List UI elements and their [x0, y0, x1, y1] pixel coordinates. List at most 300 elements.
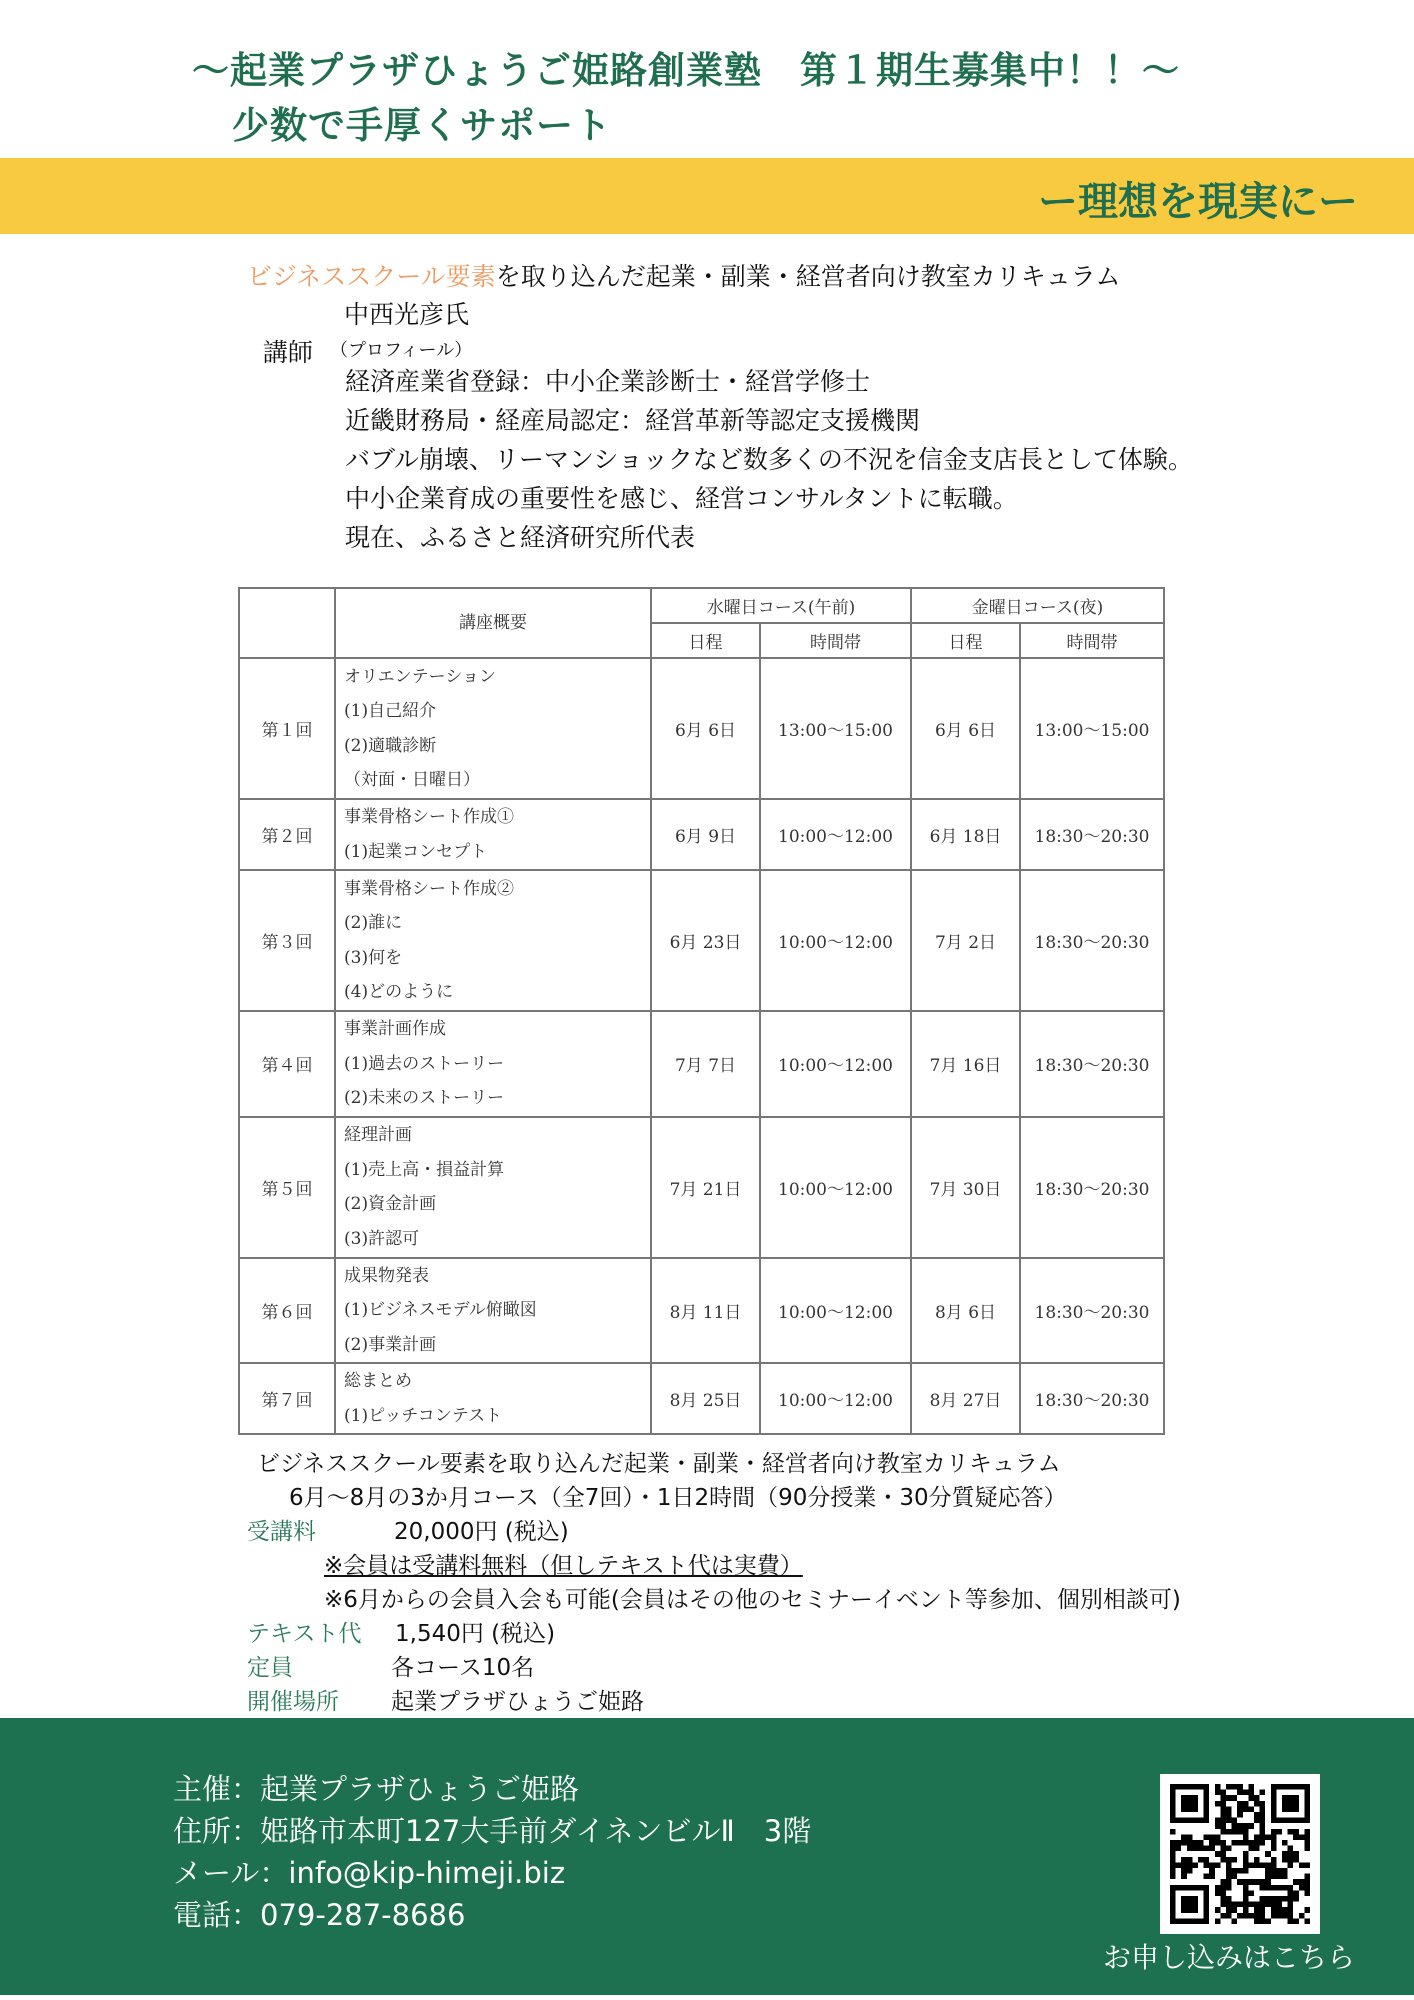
header-wed-course: 水曜日コース(午前) [651, 588, 911, 623]
qr-module [1288, 1890, 1294, 1896]
qr-module [1181, 1874, 1187, 1880]
qr-module [1299, 1834, 1305, 1840]
page-title-line1: ～起業プラザひょうご姫路創業塾 第１期生募集中！！～ [192, 49, 1180, 92]
schedule-row [239, 1011, 1164, 1117]
wed-time: 10:00～12:00 [760, 799, 911, 870]
wed-date: 6月 23日 [651, 870, 760, 1011]
qr-module [1226, 1846, 1232, 1852]
qr-module [1276, 1907, 1282, 1913]
qr-module [1265, 1834, 1271, 1840]
qr-module [1181, 1868, 1187, 1874]
qr-module [1187, 1834, 1193, 1840]
qr-module [1237, 1868, 1243, 1874]
wed-time: 10:00～12:00 [760, 1117, 911, 1258]
footer [0, 1718, 1414, 1995]
qr-module [1243, 1913, 1249, 1919]
qr-module [1276, 1874, 1282, 1880]
qr-module [1293, 1834, 1299, 1840]
qr-module [1243, 1885, 1249, 1891]
qr-module [1304, 1862, 1310, 1868]
qr-module [1181, 1834, 1187, 1840]
overview-line: (2)事業計画 [344, 1334, 437, 1355]
phone: 電話：079-287-8686 [173, 1898, 466, 1932]
qr-module [1181, 1862, 1187, 1868]
qr-module [1265, 1902, 1271, 1908]
qr-module [1265, 1918, 1271, 1924]
schedule-row [239, 799, 1164, 870]
qr-module [1226, 1913, 1232, 1919]
qr-module [1209, 1862, 1215, 1868]
overview-line: オリエンテーション [344, 666, 496, 687]
qr-module [1226, 1879, 1232, 1885]
qr-module [1260, 1896, 1266, 1902]
overview-line: (2)未来のストーリー [344, 1088, 505, 1108]
qr-module [1248, 1862, 1254, 1868]
fee-value: 20,000円 (税込) [394, 1519, 569, 1545]
qr-module [1226, 1862, 1232, 1868]
qr-module [1243, 1834, 1249, 1840]
qr-module [1187, 1857, 1193, 1863]
qr-module [1237, 1823, 1243, 1829]
fri-date: 7月 16日 [911, 1011, 1020, 1117]
overview-line: (4)どのように [344, 982, 454, 1002]
lesson-overview [335, 799, 651, 870]
qr-module [1243, 1890, 1249, 1896]
qr-module [1271, 1840, 1277, 1846]
lesson-overview [335, 658, 651, 799]
qr-module [1304, 1918, 1310, 1924]
qr-module [1170, 1857, 1176, 1863]
qr-module [1215, 1784, 1221, 1790]
overview-line: (1)売上高・損益計算 [344, 1159, 505, 1180]
wed-time: 10:00～12:00 [760, 870, 911, 1011]
wed-time: 10:00～12:00 [760, 1011, 911, 1117]
profile-line: 現在、ふるさと経済研究所代表 [345, 523, 696, 552]
qr-module [1282, 1896, 1288, 1902]
qr-module [1293, 1896, 1299, 1902]
qr-module [1215, 1862, 1221, 1868]
qr-module [1260, 1879, 1266, 1885]
overview-line: (2)適職診断 [344, 735, 437, 756]
qr-module [1271, 1913, 1277, 1919]
qr-module [1226, 1784, 1232, 1790]
qr-module [1260, 1902, 1266, 1908]
fri-date: 7月 2日 [911, 870, 1020, 1011]
qr-module [1271, 1874, 1277, 1880]
qr-module [1170, 1874, 1176, 1880]
schedule-row [239, 1363, 1164, 1434]
overview-line: (1)ビジネスモデル俯瞰図 [344, 1300, 537, 1320]
qr-module [1226, 1829, 1232, 1835]
qr-module [1260, 1823, 1266, 1829]
qr-module [1276, 1885, 1282, 1891]
qr-module [1243, 1851, 1249, 1857]
qr-module [1254, 1812, 1260, 1818]
wed-time: 13:00～15:00 [760, 658, 911, 799]
qr-module [1220, 1896, 1226, 1902]
qr-module [1288, 1913, 1294, 1919]
fri-time: 18:30～20:30 [1020, 1258, 1164, 1364]
qr-module [1271, 1902, 1277, 1908]
qr-module [1282, 1857, 1288, 1863]
header-wed-date: 日程 [651, 623, 760, 658]
qr-module [1215, 1907, 1221, 1913]
qr-module [1170, 1862, 1176, 1868]
qr-module [1265, 1874, 1271, 1880]
qr-module [1288, 1846, 1294, 1852]
lecturer-name: 中西光彦氏 [344, 300, 470, 329]
qr-module [1226, 1857, 1232, 1863]
profile-line: 近畿財務局・経産局認定：経営革新等認定支援機関 [345, 406, 921, 435]
qr-module [1220, 1829, 1226, 1835]
qr-module [1254, 1902, 1260, 1908]
address: 住所：姫路市本町127大手前ダイネンビルⅡ 3階 [173, 1814, 812, 1848]
qr-module [1198, 1857, 1204, 1863]
wed-time: 10:00～12:00 [760, 1258, 911, 1364]
lesson-overview [335, 1011, 651, 1117]
qr-module [1271, 1829, 1277, 1835]
qr-module [1254, 1818, 1260, 1824]
fri-time: 18:30～20:30 [1020, 1011, 1164, 1117]
wed-date: 6月 6日 [651, 658, 760, 799]
qr-module [1187, 1862, 1193, 1868]
qr-module [1243, 1801, 1249, 1807]
qr-module [1232, 1907, 1238, 1913]
intro-accent: ビジネススクール要素 [247, 262, 496, 291]
qr-module [1232, 1823, 1238, 1829]
qr-module [1271, 1868, 1277, 1874]
qr-module [1192, 1862, 1198, 1868]
overview-line: (1)起業コンセプト [344, 841, 488, 862]
round-number: 第６回 [239, 1258, 335, 1364]
qr-module [1232, 1795, 1238, 1801]
qr-module [1176, 1846, 1182, 1852]
qr-module [1260, 1840, 1266, 1846]
profile-label: （プロフィール） [330, 340, 473, 361]
qr-module [1232, 1918, 1238, 1924]
qr-module [1220, 1823, 1226, 1829]
fri-time: 13:00～15:00 [1020, 658, 1164, 799]
qr-module [1232, 1874, 1238, 1880]
qr-module [1204, 1834, 1210, 1840]
qr-module [1260, 1801, 1266, 1807]
qr-module [1282, 1885, 1288, 1891]
header-fri-course: 金曜日コース(夜) [911, 588, 1164, 623]
fri-time: 18:30～20:30 [1020, 799, 1164, 870]
qr-module [1215, 1890, 1221, 1896]
qr-module [1226, 1806, 1232, 1812]
qr-module [1254, 1907, 1260, 1913]
qr-module [1293, 1890, 1299, 1896]
qr-module [1226, 1795, 1232, 1801]
qr-module [1198, 1840, 1204, 1846]
lecturer-label: 講師 [262, 338, 313, 367]
wed-date: 7月 7日 [651, 1011, 760, 1117]
qr-module [1232, 1902, 1238, 1908]
overview-line: (1)自己紹介 [344, 701, 437, 721]
overview-line: 総まとめ [344, 1371, 412, 1391]
qr-module [1232, 1857, 1238, 1863]
fri-time: 18:30～20:30 [1020, 1117, 1164, 1258]
qr-module [1282, 1795, 1299, 1812]
qr-module [1282, 1913, 1288, 1919]
qr-module [1248, 1784, 1254, 1790]
overview-line: 事業骨格シート作成② [344, 878, 514, 899]
header-fri-date: 日程 [911, 623, 1020, 658]
qr-module [1254, 1918, 1260, 1924]
round-number: 第１回 [239, 658, 335, 799]
join-note: ※6月からの会員入会も可能(会員はその他のセミナーイベント等参加、個別相談可) [324, 1587, 1181, 1613]
qr-module [1288, 1907, 1294, 1913]
qr-module [1254, 1801, 1260, 1807]
email-link[interactable]: メール：info@kip-himeji.biz [173, 1856, 566, 1890]
qr-module [1288, 1862, 1294, 1868]
venue-label: 開催場所 [247, 1689, 339, 1715]
qr-module [1265, 1885, 1271, 1891]
qr-module [1254, 1840, 1260, 1846]
qr-module [1271, 1846, 1277, 1852]
qr-module [1248, 1846, 1254, 1852]
qr-module [1248, 1913, 1254, 1919]
qr-module [1243, 1862, 1249, 1868]
qr-module [1282, 1874, 1288, 1880]
qr-module [1220, 1851, 1226, 1857]
qr-module [1293, 1857, 1299, 1863]
qr-module [1215, 1851, 1221, 1857]
qr-module [1304, 1885, 1310, 1891]
qr-module [1299, 1862, 1305, 1868]
venue-value: 起業プラザひょうご姫路 [391, 1689, 644, 1715]
qr-code-icon[interactable] [1160, 1774, 1320, 1934]
qr-module [1260, 1818, 1266, 1824]
overview-line: (2)資金計画 [344, 1194, 437, 1214]
schedule-row [239, 1258, 1164, 1364]
qr-module [1192, 1846, 1198, 1852]
qr-module [1276, 1868, 1282, 1874]
qr-module [1232, 1868, 1238, 1874]
round-number: 第７回 [239, 1363, 335, 1434]
qr-module [1304, 1907, 1310, 1913]
qr-module [1220, 1885, 1226, 1891]
overview-line: (3)許認可 [344, 1228, 420, 1249]
qr-module [1260, 1862, 1266, 1868]
qr-module [1220, 1806, 1226, 1812]
qr-module [1276, 1902, 1282, 1908]
curriculum-intro [247, 258, 1121, 296]
qr-module [1226, 1812, 1232, 1818]
text-fee-label: テキスト代 [247, 1621, 362, 1647]
qr-module [1204, 1846, 1210, 1852]
qr-module [1271, 1834, 1277, 1840]
header-overview: 講座概要 [335, 588, 651, 658]
qr-module [1243, 1857, 1249, 1863]
summary-duration: 6月～8月の3か月コース（全7回）・1日2時間（90分授業・30分質疑応答） [289, 1485, 1067, 1511]
qr-module [1254, 1857, 1260, 1863]
qr-module [1299, 1879, 1305, 1885]
qr-module [1288, 1829, 1294, 1835]
qr-module [1293, 1829, 1299, 1835]
fri-time: 18:30～20:30 [1020, 870, 1164, 1011]
overview-line: (2)誰に [344, 913, 403, 933]
qr-module [1209, 1834, 1215, 1840]
qr-module [1220, 1890, 1226, 1896]
fri-date: 8月 6日 [911, 1258, 1020, 1364]
qr-module [1237, 1784, 1243, 1790]
qr-module [1181, 1896, 1198, 1913]
qr-module [1243, 1902, 1249, 1908]
qr-module [1237, 1790, 1243, 1796]
header-wed-time: 時間帯 [760, 623, 911, 658]
capacity-label: 定員 [247, 1655, 293, 1681]
fri-time: 18:30～20:30 [1020, 1363, 1164, 1434]
profile-line: 経済産業省登録：中小企業診断士・経営学修士 [345, 367, 871, 396]
qr-module [1215, 1823, 1221, 1829]
qr-module [1232, 1784, 1238, 1790]
qr-module [1170, 1829, 1176, 1835]
qr-module [1215, 1790, 1221, 1796]
round-number: 第４回 [239, 1011, 335, 1117]
qr-module [1220, 1801, 1226, 1807]
qr-module [1271, 1896, 1277, 1902]
qr-module [1204, 1862, 1210, 1868]
capacity-value: 各コース10名 [391, 1655, 535, 1681]
qr-module [1248, 1795, 1254, 1801]
qr-module [1215, 1801, 1221, 1807]
qr-module [1215, 1885, 1221, 1891]
schedule-row [239, 658, 1164, 799]
qr-module [1248, 1879, 1254, 1885]
apply-link[interactable]: お申し込みはこちら [1103, 1941, 1356, 1974]
qr-module [1209, 1846, 1215, 1852]
qr-module [1243, 1840, 1249, 1846]
qr-module [1260, 1806, 1266, 1812]
organizer: 主催：起業プラザひょうご姫路 [173, 1772, 580, 1806]
qr-module [1282, 1851, 1288, 1857]
qr-module [1170, 1868, 1176, 1874]
qr-module [1299, 1913, 1305, 1919]
qr-module [1304, 1874, 1310, 1880]
wed-date: 6月 9日 [651, 799, 760, 870]
round-number: 第３回 [239, 870, 335, 1011]
header-fri-time: 時間帯 [1020, 623, 1164, 658]
qr-module [1293, 1851, 1299, 1857]
lesson-overview [335, 870, 651, 1011]
fri-date: 6月 18日 [911, 799, 1020, 870]
round-number: 第５回 [239, 1117, 335, 1258]
qr-module [1288, 1896, 1294, 1902]
summary-title: ビジネススクール要素を取り込んだ起業・副業・経営者向け教室カリキュラム [257, 1451, 1061, 1477]
qr-module [1209, 1874, 1215, 1880]
lesson-overview [335, 1363, 651, 1434]
qr-module [1237, 1913, 1243, 1919]
qr-module [1243, 1823, 1249, 1829]
qr-module [1192, 1840, 1198, 1846]
qr-module [1254, 1795, 1260, 1801]
qr-module [1220, 1790, 1226, 1796]
qr-module [1288, 1885, 1294, 1891]
schedule-body [239, 658, 1164, 1434]
qr-module [1248, 1806, 1254, 1812]
qr-module [1243, 1896, 1249, 1902]
lesson-overview [335, 1117, 651, 1258]
fri-date: 8月 27日 [911, 1363, 1020, 1434]
qr-module [1170, 1840, 1176, 1846]
qr-module [1304, 1846, 1310, 1852]
qr-module [1282, 1907, 1288, 1913]
member-note: ※会員は受講料無料（但しテキスト代は実費） [324, 1553, 803, 1579]
qr-module [1237, 1840, 1243, 1846]
wed-date: 8月 25日 [651, 1363, 760, 1434]
qr-module [1243, 1806, 1249, 1812]
qr-module [1220, 1795, 1226, 1801]
qr-module [1232, 1840, 1238, 1846]
qr-module [1276, 1896, 1282, 1902]
qr-module [1226, 1907, 1232, 1913]
qr-module [1304, 1840, 1310, 1846]
qr-module [1232, 1818, 1238, 1824]
qr-module [1304, 1890, 1310, 1896]
qr-module [1204, 1857, 1210, 1863]
qr-module [1260, 1834, 1266, 1840]
qr-module [1226, 1896, 1232, 1902]
header-round [239, 588, 335, 658]
fee-label: 受講料 [247, 1519, 316, 1545]
overview-line: (1)ピッチコンテスト [344, 1405, 503, 1426]
qr-module [1243, 1829, 1249, 1835]
qr-module [1220, 1913, 1226, 1919]
qr-module [1220, 1840, 1226, 1846]
qr-module [1209, 1840, 1215, 1846]
qr-module [1170, 1846, 1176, 1852]
profile-line: バブル崩壊、リーマンショックなど数多くの不況を信金支店長として体験。 [345, 445, 1193, 474]
qr-module [1265, 1879, 1271, 1885]
qr-module [1288, 1857, 1294, 1863]
schedule-row [239, 1117, 1164, 1258]
qr-module [1226, 1868, 1232, 1874]
lesson-overview [335, 1258, 651, 1364]
qr-module [1265, 1851, 1271, 1857]
qr-module [1198, 1846, 1204, 1852]
qr-module [1243, 1790, 1249, 1796]
qr-module [1293, 1879, 1299, 1885]
qr-module [1254, 1862, 1260, 1868]
qr-module [1243, 1907, 1249, 1913]
qr-module [1304, 1834, 1310, 1840]
schedule-table [238, 587, 1165, 1435]
qr-module [1243, 1868, 1249, 1874]
qr-module [1271, 1885, 1277, 1891]
qr-module [1248, 1902, 1254, 1908]
schedule-row [239, 870, 1164, 1011]
qr-module [1237, 1879, 1243, 1885]
qr-module [1288, 1918, 1294, 1924]
page-subtitle: 少数で手厚くサポート [232, 104, 612, 147]
qr-module [1226, 1818, 1232, 1824]
qr-module [1254, 1834, 1260, 1840]
profile-line: 中小企業育成の重要性を感じ、経営コンサルタントに転職。 [345, 484, 1018, 513]
slogan-banner [0, 158, 1414, 234]
round-number: 第２回 [239, 799, 335, 870]
qr-module [1271, 1857, 1277, 1863]
qr-module [1248, 1840, 1254, 1846]
qr-module [1271, 1907, 1277, 1913]
qr-module [1260, 1913, 1266, 1919]
intro-rest: を取り込んだ起業・副業・経営者向け教室カリキュラム [495, 262, 1121, 291]
qr-module [1220, 1812, 1226, 1818]
qr-module [1254, 1846, 1260, 1852]
qr-module [1215, 1818, 1221, 1824]
text-fee-value: 1,540円 (税込) [395, 1621, 556, 1647]
